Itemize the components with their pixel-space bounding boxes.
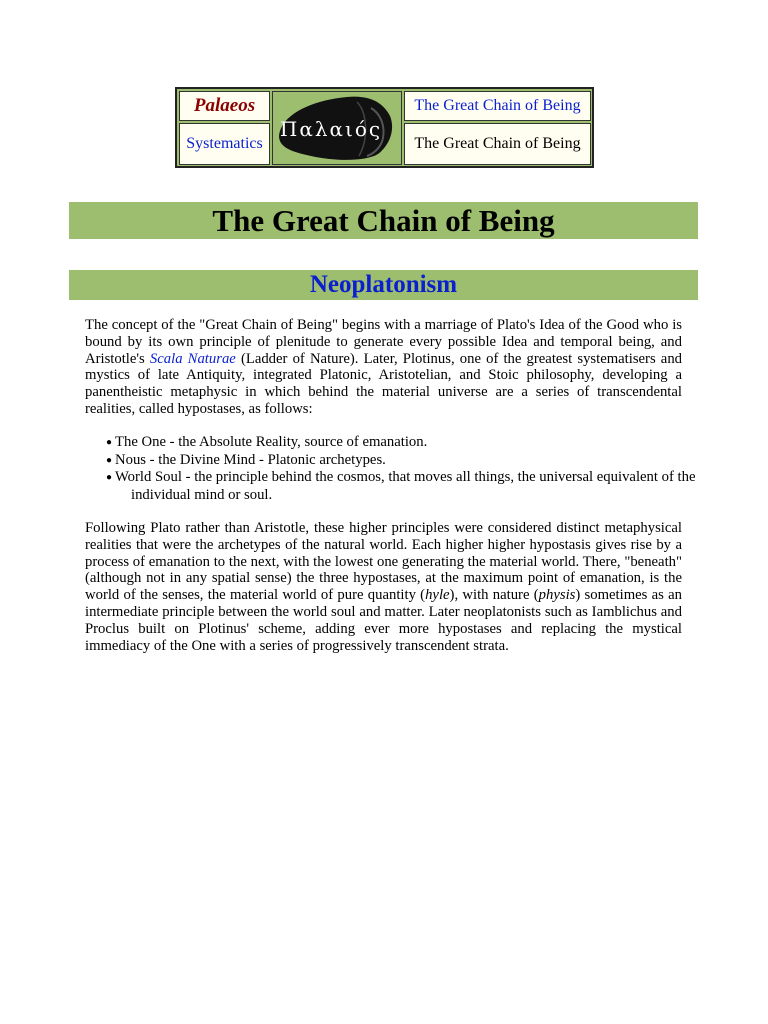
logo-text: Παλαιός: [279, 117, 383, 141]
bullet-icon: ●: [106, 454, 113, 466]
systematics-link[interactable]: Systematics: [186, 135, 263, 152]
list-item-text: Nous - the Divine Mind - Platonic archetypes.: [115, 451, 386, 468]
chain-current-label: The Great Chain of Being: [414, 135, 581, 152]
chain-link[interactable]: The Great Chain of Being: [414, 97, 581, 114]
scala-naturae-link[interactable]: Scala Naturae: [149, 350, 236, 367]
list-item-text: World Soul - the principle behind the cosmos, that moves all things, the universal equivalent of the individual mind or soul.: [115, 469, 696, 504]
list-item: [85, 469, 697, 504]
nav-table: [175, 87, 594, 168]
chain-link-cell[interactable]: [404, 91, 591, 121]
bullet-icon: ●: [106, 436, 113, 448]
second-paragraph: [85, 520, 682, 654]
section-bar: [69, 270, 698, 300]
page-title: The Great Chain of Being: [212, 202, 555, 238]
bullet-icon: ●: [106, 472, 113, 484]
systematics-cell[interactable]: [179, 123, 270, 165]
brand-cell[interactable]: [179, 91, 270, 121]
second-text-3: ) sometimes as an intermediate principle between the world soul and matter. Later neoplatonists such as Iamblichus and Proclus built on Plotinus' scheme, adding ever more hypostases and replacing the mystical immediacy of the One with a series of progressively transcendent strata.: [85, 587, 682, 654]
list-item: [85, 452, 697, 470]
section-title: Neoplatonism: [309, 271, 458, 298]
list-item: [85, 434, 697, 452]
intro-text-1: The concept of the "Great Chain of Being" begins with a marriage of Plato's Idea of the Good who is bound by its own principle of plenitude to generate every possible Idea and temporal being, and Aristotle's: [85, 317, 682, 367]
chain-current-cell: [404, 123, 591, 165]
hypostases-list: [85, 434, 697, 504]
physis-term: physis: [538, 587, 576, 604]
article-body: [85, 317, 696, 654]
list-item-text: The One - the Absolute Reality, source of emanation.: [115, 433, 428, 450]
intro-paragraph: [85, 317, 682, 418]
logo-cell[interactable]: [272, 91, 402, 165]
second-text-1: Following Plato rather than Aristotle, these higher principles were considered distinct metaphysical realities that were the archetypes of the natural world. Each higher higher hypostasis gives rise by a process of emanation to the next, with the lowest one generating the material world. There, "beneath" (although not in any spatial sense) the three hypostases, at the maximum point of emanation, is the world of the senses, the material world of pure quantity (: [85, 519, 682, 604]
trilobite-logo[interactable]: [273, 92, 401, 164]
title-bar: [69, 202, 698, 239]
intro-text-2: (Ladder of Nature). Later, Plotinus, one of the greatest systematisers and mystics of late Antiquity, integrated Platonic, Aristotelian, and Stoic philosophy, developing a panentheistic metaphysic in which behind the material universe are a series of transcendental realities, called hypostases, as follows:: [85, 350, 683, 417]
second-text-2: ), with nature (: [449, 587, 539, 604]
hyle-term: hyle: [425, 587, 450, 604]
brand-link[interactable]: Palaeos: [193, 95, 256, 116]
